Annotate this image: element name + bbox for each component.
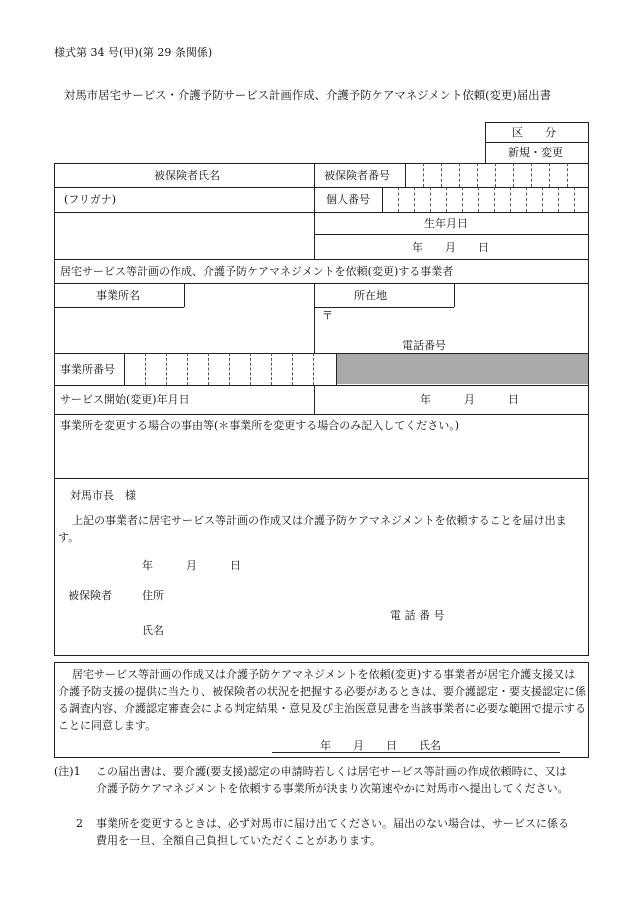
notification-name-label: 氏名 <box>142 624 164 637</box>
notes-prefix: (注)1 <box>54 765 81 778</box>
notification-body: 上記の事業者に居宅サービス等計画の作成又は介護予防ケアマネジメントを依頼することを届け出ます。 <box>58 514 567 544</box>
main-form <box>54 163 589 656</box>
service-start-format[interactable]: 年 月 日 <box>420 393 519 406</box>
birthdate-label: 生年月日 <box>424 217 468 230</box>
furigana-label: (フリガナ) <box>64 193 117 206</box>
notification-address-label: 住所 <box>142 589 164 602</box>
address-label: 所在地 <box>354 289 387 302</box>
change-reason-label: 事業所を変更する場合の事由等(＊事業所を変更する場合のみ記入してください。) <box>60 419 460 432</box>
shaded-area <box>337 354 588 384</box>
category-label: 区 分 <box>512 126 556 139</box>
notification-phone-label: 電 話 番 号 <box>390 609 445 622</box>
category-value[interactable]: 新規・変更 <box>508 146 563 159</box>
personal-number-label: 個人番号 <box>326 193 370 206</box>
note-2: 事業所を変更するときは、必ず対馬市に届け出てください。届出のない場合は、サービスに係る費用を一旦、全額自己負担していただくことがあります。 <box>96 817 569 847</box>
addressee: 対馬市長 様 <box>70 489 136 502</box>
note-1: この届出書は、要介護(要支援)認定の申請時若しくは居宅サービス等計画の作成依頼時に、又は介護予防ケアマネジメントを依頼する事業所が決まり次第速やかに対馬市へ提出してください。 <box>96 765 569 795</box>
phone-label: 電話番号 <box>402 339 446 352</box>
note-2-number: 2 <box>76 817 83 830</box>
birthdate-format[interactable]: 年 月 日 <box>412 241 489 254</box>
insured-label: 被保険者 <box>68 589 112 602</box>
consent-signature[interactable]: 年 月 日 氏名 <box>320 739 441 752</box>
office-name-label: 事業所名 <box>96 289 140 302</box>
insured-number-label: 被保険者番号 <box>324 169 390 182</box>
provider-section-title: 居宅サービス等計画の作成、介護予防ケアマネジメントを依頼(変更)する事業者 <box>60 265 454 278</box>
notification-date[interactable]: 年 月 日 <box>142 559 241 572</box>
insured-name-label: 被保険者氏名 <box>154 169 220 182</box>
office-number-label: 事業所番号 <box>60 363 115 376</box>
consent-body: 居宅サービス等計画の作成又は介護予防ケアマネジメントを依頼(変更)する事業者が居宅介護支援又は介護予防支援の提供に当たり、被保険者の状況を把握する必要があるときは、要介護認定・要支援認定に係る調査内容、介護認定審査会による判定結果・意見及び主治医意見書を当該事業者に必要な範囲で提示することに同意します。 <box>58 668 586 732</box>
form-title: 対馬市居宅サービス・介護予防サービス計画作成、介護予防ケアマネジメント依頼(変更)届出書 <box>64 88 551 102</box>
postal-mark: 〒 <box>322 309 333 322</box>
form-number: 様式第 34 号(甲)(第 29 条関係) <box>54 46 213 59</box>
signature-line <box>272 752 560 753</box>
service-start-label: サービス開始(変更)年月日 <box>60 393 190 406</box>
